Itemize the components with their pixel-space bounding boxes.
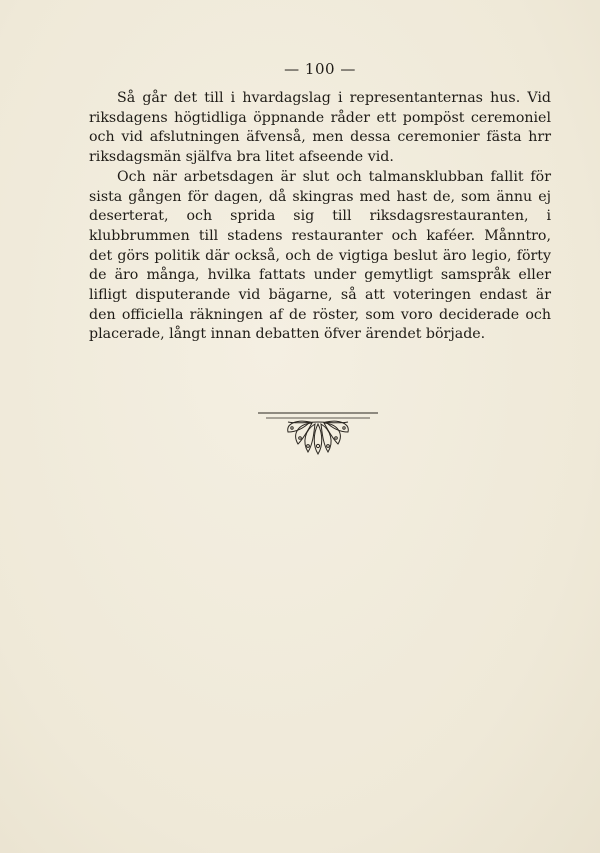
page-number: — 100 —	[284, 60, 356, 78]
body-text	[89, 89, 551, 345]
palmette-ornament-icon	[258, 410, 378, 466]
paragraph-1: Så går det till i hvardagslag i representanternas hus. Vid riksdagens högtidliga öppnande råder ett pompöst ceremoniel och vid afslutningen äfvenså, men dessa ceremonier fästa hrr riksdagsmän själfva bra litet afseende vid.	[89, 90, 551, 166]
paragraph-2: Och när arbetsdagen är slut och talmansklubban fallit för sista gången för dagen, då skingras med hast de, som ännu ej deserterat, och sprida sig till riksdagsrestauranten, i klubbrummen till stadens restauranter och kaféer. Månntro, det görs politik där också, och de vigtiga beslut äro legio, förty de äro många, hvilka fattats under gemytligt samspråk eller lifligt disputerande vid bägarne, så att voteringen endast är den officiella räkningen af de röster, som voro deciderade och placerade, långt innan debatten öfver ärendet började.	[89, 168, 551, 343]
